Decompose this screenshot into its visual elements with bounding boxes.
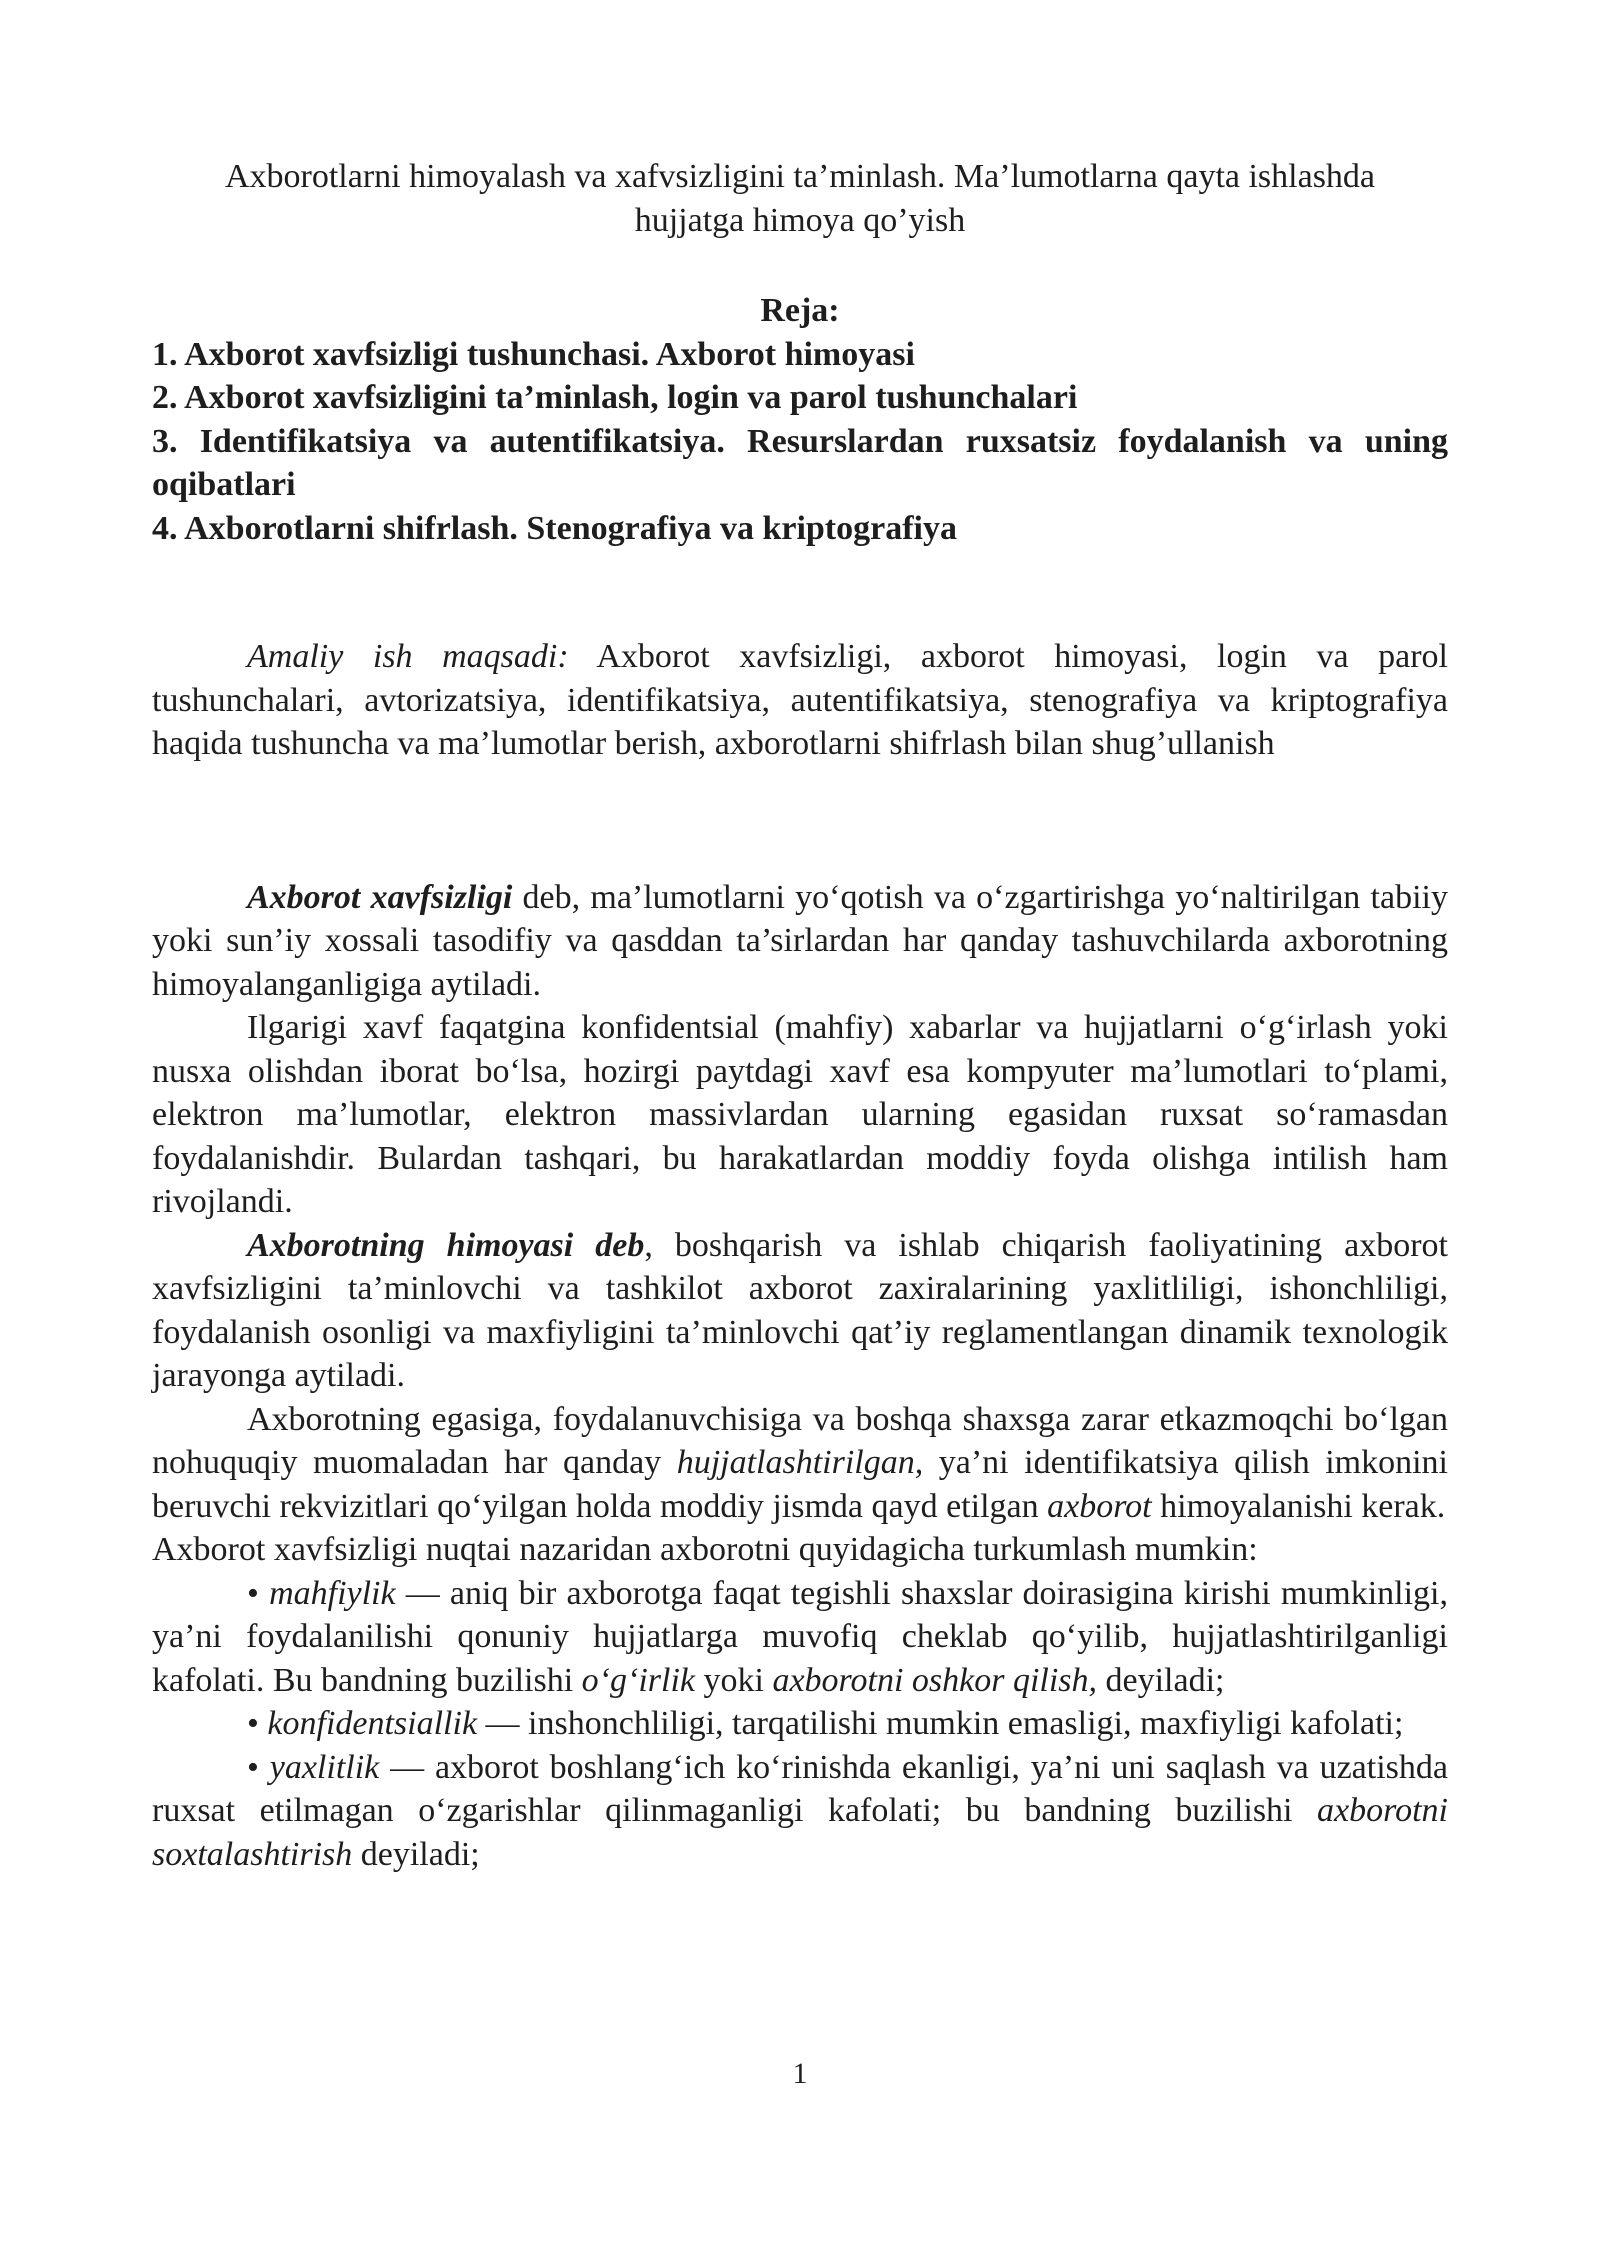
goal-paragraph [152, 635, 1448, 766]
bullet-marker: • [247, 1748, 270, 1786]
document-title-line1: Axborotlarni himoyalash va xafvsizligini ta’minlash. Ma’lumotlarna qayta ishlashda [224, 158, 1376, 195]
body-paragraph [152, 1398, 1448, 1529]
goal-label: Amaliy ish maqsadi: [247, 638, 569, 675]
document-body [152, 155, 1448, 1876]
bullet-item [152, 1572, 1448, 1703]
bullet-text: — axborot boshlang‘ich ko‘rinishda ekanligi, ya’ni uni saqlash va uzatishda ruxsat etilmagan o‘zgarishlar qilinmaganligi kafolati; bu bandning buzilishi [152, 1748, 1448, 1829]
bullet-term: yaxlitlik [269, 1748, 380, 1786]
emphasis-term: axborot [1047, 1487, 1152, 1525]
plan-item: 4. Axborotlarni shifrlash. Stenografiya va kriptografiya [152, 509, 957, 547]
page-number: 1 [792, 2057, 808, 2090]
plan-item: 1. Axborot xavfsizligi tushunchasi. Axborot himoyasi [152, 335, 915, 373]
bullet-marker: • [247, 1705, 268, 1742]
definition-paragraph [152, 1224, 1448, 1398]
definition-text: , boshqarish va ishlab chiqarish faoliyatining axborot xavfsizligini ta’minlovchi va tashkilot axborot zaxiralarining yaxlitliligi, ishonchliligi, foydalanish osonligi va maxfiyligini ta’minlovchi qat’iy reglamentlangan dinamik texnologik jarayonga aytiladi. [152, 1226, 1448, 1394]
emphasis-term: o‘g‘irlik [581, 1661, 695, 1699]
body-text: ya’ni identifikatsiya qilish imkonini beruvchi rekvizitlari qo‘yilgan holda moddiy jismda qayd etilgan [152, 1444, 1449, 1525]
bullet-term: konfidentsiallik [267, 1705, 478, 1742]
goal-text: Axborot xavfsizligi, axborot himoyasi, login va parol tushunchalari, avtorizatsiya, identifikatsiya, autentifikatsiya, stenografiya va kriptografiya haqida tushuncha va ma’lumotlar berish, axborotlarni shifrlash bilan shug’ullanish [152, 638, 1448, 762]
definition-term: Axborotning himoyasi deb [247, 1226, 645, 1264]
bullet-text: deyiladi; [352, 1835, 480, 1873]
body-text: Axborotning egasiga, foydalanuvchisiga va boshqa shaxsga zarar etkazmoqchi bo‘lgan nohuquqiy muomaladan har qanday [152, 1400, 1448, 1481]
emphasis-term: hujjatlashtirilgan, [676, 1444, 924, 1481]
body-paragraph: Ilgarigi xavf faqatgina konfidentsial (mahfiy) xabarlar va hujjatlarni o‘g‘irlash yoki nusxa olishdan iborat bo‘lsa, hozirgi paytdagi xavf esa kompyuter ma’lumotlari to‘plami, elektron ma’lumotlar, elektron massivlardan ularning egasidan ruxsat so‘ramasdan foydalanishdir. Bulardan tashqari, bu harakatlardan moddiy foyda olishga intilish ham rivojlandi. [152, 1009, 1448, 1220]
document-title [152, 155, 1448, 242]
bullet-text: deyiladi; [1097, 1661, 1225, 1699]
bullet-item [152, 1746, 1448, 1877]
body-paragraph: Axborot xavfsizligi nuqtai nazaridan axborotni quyidagicha turkumlash mumkin: [152, 1531, 1258, 1568]
bullet-item [152, 1702, 1448, 1746]
bullet-marker: • [247, 1574, 270, 1612]
bullet-text: — aniq bir axborotga faqat tegishli shaxslar doirasigina kirishi mumkinligi, ya’ni foydalanilishi qonuniy hujjatlarga muvofiq cheklab qo‘yilib, hujjatlashtirilganligi kafolati. Bu bandning buzilishi [152, 1574, 1448, 1699]
document-title-line2: hujjatga himoya qo’yish [634, 201, 966, 239]
plan-heading: Reja: [760, 292, 840, 329]
definition-text: deb, ma’lumotlarni yo‘qotish va o‘zgartirishga yo‘naltirilgan tabiiy yoki sun’iy xossali tasodifiy va qasddan ta’sirlardan har qanday tashuvchilarda axborotning himoyalanganligiga aytiladi. [152, 878, 1448, 1003]
body-text: himoyalanishi kerak. [1151, 1487, 1446, 1525]
definition-paragraph [152, 876, 1448, 1007]
emphasis-term: axborotni soxtalashtirish [152, 1792, 1448, 1873]
emphasis-term: axborotni oshkor qilish, [772, 1661, 1098, 1699]
bullet-text: yoki [694, 1661, 773, 1699]
bullet-term: mahfiylik [269, 1574, 396, 1612]
bullet-text: — inshonchliligi, tarqatilishi mumkin emasligi, maxfiyligi kafolati; [477, 1705, 1404, 1742]
plan-item: 2. Axborot xavfsizligini ta’minlash, login va parol tushunchalari [152, 379, 1078, 416]
definition-term: Axborot xavfsizligi [247, 878, 513, 916]
plan-list [152, 333, 1448, 551]
plan-item: 3. Identifikatsiya va autentifikatsiya. Resurslardan ruxsatsiz foydalanish va uning oqibatlari [152, 422, 1448, 503]
